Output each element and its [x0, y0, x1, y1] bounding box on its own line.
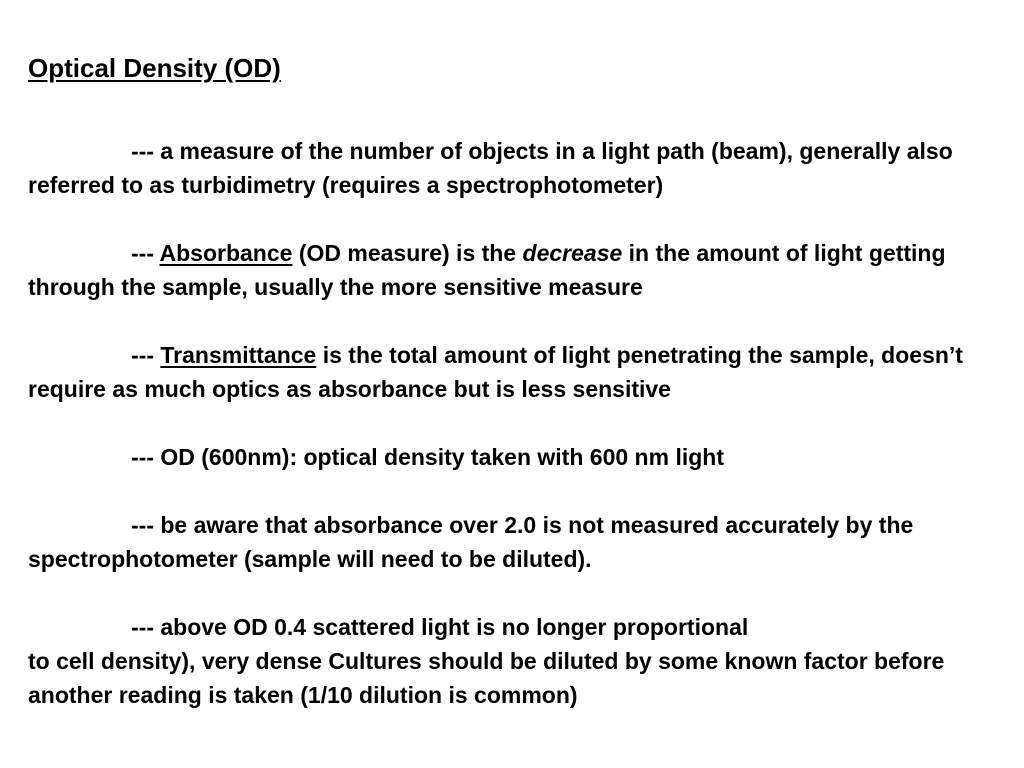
slide-content [28, 50, 1018, 746]
bullet-text-line2: to cell density), very dense Cultures should be diluted by some known factor before another reading is taken (1/10 dilution is common) [28, 648, 945, 708]
bullet-absorbance-limit [28, 508, 1018, 576]
bullet-text: be aware that absorbance over 2.0 is not measured accurately by the spectrophotometer (sample will need to be diluted). [28, 512, 914, 572]
emphasis-decrease: decrease [522, 240, 623, 266]
bullet-absorbance [28, 236, 1018, 304]
term-absorbance: Absorbance [159, 240, 293, 266]
bullet-text: a measure of the number of objects in a light path (beam), generally also referred to as turbidimetry (requires a spectrophotometer) [28, 138, 953, 198]
bullet-text: OD (600nm): optical density taken with 600 nm light [160, 444, 724, 470]
bullet-prefix: --- [131, 512, 161, 538]
bullet-text: in the amount of light getting through the sample, usually the more sensitive measure [28, 240, 946, 300]
bullet-dilution [28, 610, 1018, 712]
bullet-text: (OD measure) is the [292, 240, 523, 266]
bullet-prefix: --- [131, 138, 161, 164]
bullet-prefix: --- [131, 444, 161, 470]
bullet-transmittance [28, 338, 1018, 406]
term-transmittance: Transmittance [160, 342, 317, 368]
bullet-prefix: --- [131, 240, 160, 266]
bullet-prefix: --- [131, 614, 161, 640]
bullet-od600 [28, 440, 1018, 474]
bullet-prefix: --- [131, 342, 161, 368]
slide-title: Optical Density (OD) [28, 53, 281, 83]
bullet-text: is the total amount of light penetrating the sample, doesn’t require as much optics as absorbance but is less sensitive [28, 342, 963, 402]
bullet-definition [28, 134, 1018, 202]
bullet-text-line1: above OD 0.4 scattered light is no longer proportional [160, 614, 749, 640]
